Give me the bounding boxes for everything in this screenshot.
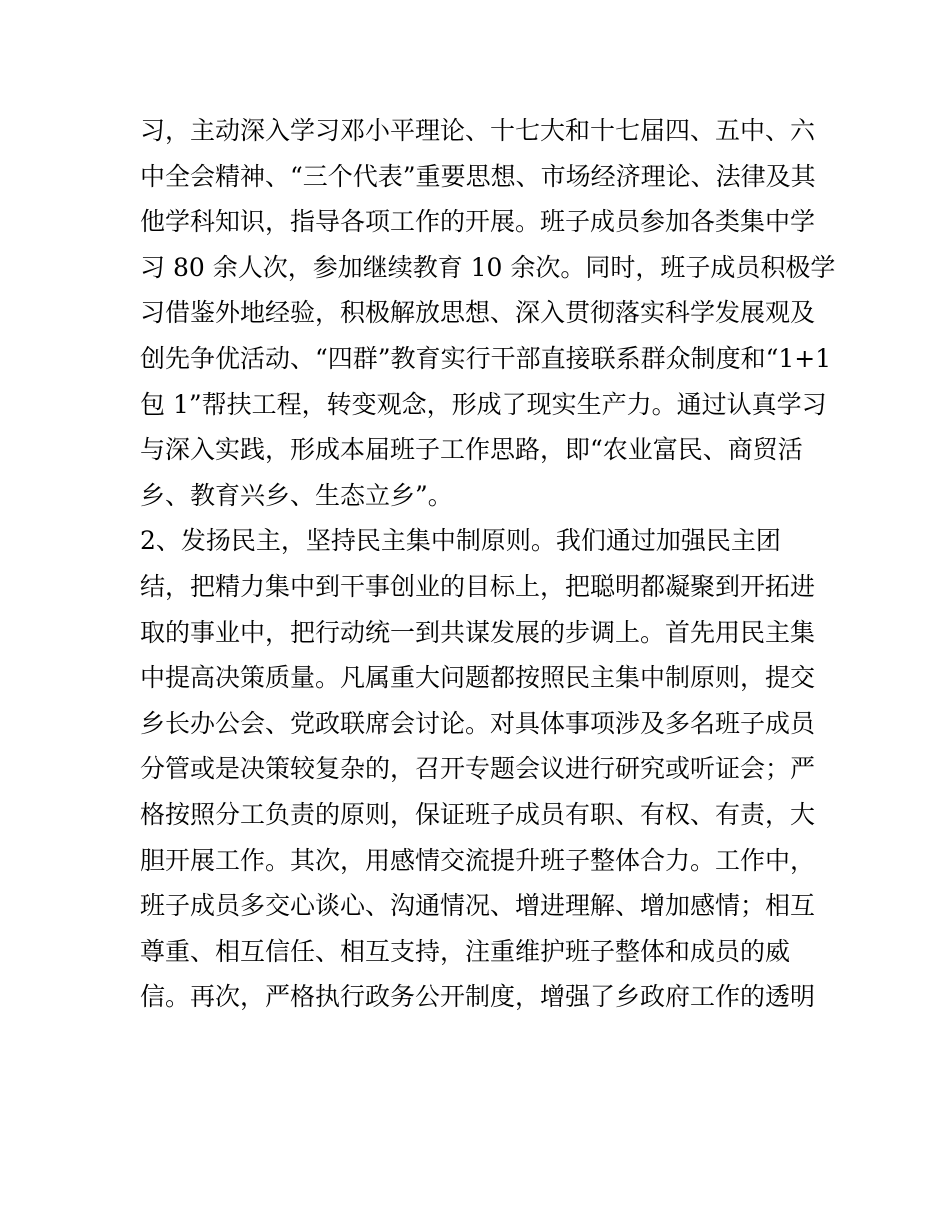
- text-line: 分管或是决策较复杂的，召开专题会议进行研究或听证会；严: [140, 754, 816, 784]
- text-line: 结，把精力集中到干事创业的目标上，把聪明都凝聚到开拓进: [140, 571, 816, 601]
- text-line: 习 80 余人次，参加继续教育 10 余次。同时，班子成员积极学: [140, 252, 836, 282]
- text-line: 尊重、相互信任、相互支持，注重维护班子整体和成员的威: [140, 936, 791, 966]
- text-line: 2、发扬民主，坚持民主集中制原则。我们通过加强民主团: [140, 526, 781, 556]
- text-line: 班子成员多交心谈心、沟通情况、增进理解、增加感情；相互: [140, 891, 816, 921]
- text-line: 胆开展工作。其次，用感情交流提升班子整体合力。工作中，: [140, 845, 816, 875]
- text-line: 乡长办公会、党政联席会讨论。对具体事项涉及多名班子成员: [140, 708, 816, 738]
- text-line: 创先争优活动、“四群”教育实行干部直接联系群众制度和“1+1: [140, 343, 832, 373]
- text-line: 与深入实践，形成本届班子工作思路，即“农业富民、商贸活: [140, 435, 803, 465]
- text-line: 他学科知识，指导各项工作的开展。班子成员参加各类集中学: [140, 207, 816, 237]
- text-line: 中全会精神、“三个代表”重要思想、市场经济理论、法律及其: [140, 161, 816, 191]
- text-line: 习借鉴外地经验，积极解放思想、深入贯彻落实科学发展观及: [140, 298, 816, 328]
- text-line: 信。再次，严格执行政务公开制度，增强了乡政府工作的透明: [140, 982, 816, 1012]
- text-line: 格按照分工负责的原则，保证班子成员有职、有权、有责，大: [140, 799, 816, 829]
- text-line: 取的事业中，把行动统一到共谋发展的步调上。首先用民主集: [140, 617, 816, 647]
- body-text: [140, 108, 840, 1020]
- text-line: 习，主动深入学习邓小平理论、十七大和十七届四、五中、六: [140, 116, 816, 145]
- text-line: 乡、教育兴乡、生态立乡”。: [140, 480, 453, 510]
- text-line: 中提高决策质量。凡属重大问题都按照民主集中制原则，提交: [140, 663, 816, 693]
- text-line: 包 1”帮扶工程，转变观念，形成了现实生产力。通过认真学习: [140, 389, 827, 419]
